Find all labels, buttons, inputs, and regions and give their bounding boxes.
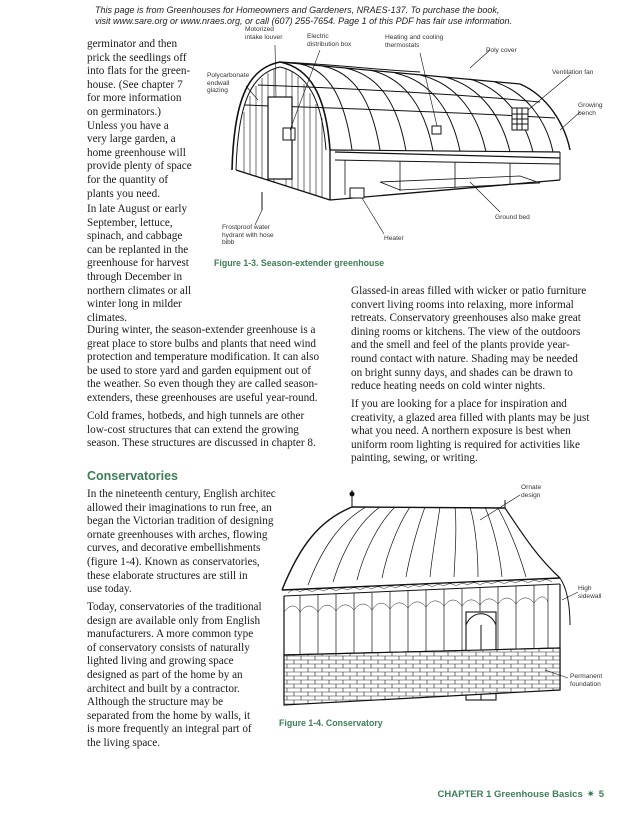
text-line: (figure 1-4). Known as conservatories,	[87, 555, 260, 568]
label-line: Electric	[307, 33, 329, 40]
notice-line: visit www.sare.org or www.nraes.org, or call (607) 255-7654. Page 1 of this PDF has fair use information.	[95, 16, 513, 26]
label-permanent-foundation	[570, 673, 602, 688]
text-line: home greenhouse will	[87, 146, 186, 159]
text-line: Glassed-in areas filled with wicker or patio furniture	[351, 285, 587, 297]
label-frostproof-hydrant	[222, 224, 274, 247]
text-line: Unless you have a	[87, 119, 169, 132]
text-line: of conservatory consists of naturally	[87, 641, 250, 654]
text-line: these elaborate structures are still in	[87, 569, 248, 582]
text-line: creativity, a glazed area filled with plants may be just	[351, 411, 590, 424]
text-line: provide plenty of space	[87, 160, 192, 173]
text-line: plants you need.	[87, 187, 161, 200]
text-line: painting, sewing, or writing.	[351, 452, 478, 465]
text-line: retreats. Conservatory greenhouses also make great	[351, 312, 581, 325]
text-line: convert living rooms into relaxing, more informal	[351, 298, 574, 311]
label-heating-cooling-thermostats	[385, 34, 443, 49]
label-ventilation-fan	[552, 69, 593, 77]
late-august-paragraph	[87, 203, 191, 325]
text-line: design are available only from English	[87, 614, 261, 627]
text-line: curves, and decorative embellishments	[87, 542, 261, 555]
text-line: low-cost structures that can extend the growing	[87, 423, 299, 436]
fair-use-notice	[95, 5, 535, 27]
text-line: lighted living and growing space	[87, 655, 234, 668]
text-line: ornate greenhouses with arches, flowing	[87, 528, 268, 541]
text-line: season. These structures are discussed in chapter 8.	[87, 437, 316, 450]
text-line: In the nineteenth century, English architec	[87, 488, 276, 500]
text-line: protection and temperature modification. It can also	[87, 351, 320, 364]
text-line: September, lettuce,	[87, 216, 173, 229]
label-growing-bench	[578, 102, 603, 117]
text-line: northern climates or all	[87, 284, 192, 297]
label-line: Poly cover	[486, 47, 517, 54]
label-line: Ventilation fan	[552, 69, 594, 76]
text-line: Cold frames, hotbeds, and high tunnels are other	[87, 410, 305, 422]
text-line: winter long in milder	[87, 298, 182, 311]
label-line: foundation	[570, 680, 601, 688]
winter-paragraph	[87, 324, 319, 406]
glassed-in-paragraph	[351, 285, 586, 394]
label-line: intake louver	[245, 33, 283, 41]
label-line: glazing	[207, 87, 228, 95]
text-line: spinach, and cabbage	[87, 230, 183, 243]
text-line: uniform room lighting is required for activities like	[351, 438, 580, 451]
text-line: very large garden, a	[87, 133, 176, 146]
label-line: Frostproof water	[222, 224, 271, 231]
text-line: separated from the home by walls, it	[87, 709, 251, 722]
nineteenth-century-paragraph	[87, 488, 276, 597]
label-line: thermostats	[385, 41, 420, 49]
text-line: can be replanted in the	[87, 243, 189, 256]
label-motorized-intake-louver	[245, 26, 282, 41]
label-line: Heating and cooling	[385, 34, 444, 41]
figure-1-3-caption: Figure 1-3. Season-extender greenhouse	[214, 258, 385, 268]
section-heading-conservatories: Conservatories	[87, 469, 179, 483]
chapter-title: CHAPTER 1 Greenhouse Basics	[437, 789, 583, 800]
label-line: High	[578, 585, 592, 592]
intro-paragraph	[87, 38, 192, 201]
text-line: round contact with nature. Shading may be needed	[351, 352, 578, 365]
label-line: Motorized	[245, 26, 274, 33]
text-line: great place to store bulbs and plants that need wind	[87, 337, 316, 350]
text-line: on germinators.)	[87, 105, 161, 118]
text-line: manufacturers. A more common type	[87, 628, 254, 641]
label-line: bench	[578, 109, 596, 117]
text-line: the weather. So even though they are called season-	[87, 378, 318, 391]
label-ornate-design	[521, 484, 541, 499]
text-line: is more frequently an integral part of	[87, 723, 252, 736]
label-line: Ornate	[521, 484, 542, 491]
text-line: architect and built by a contractor.	[87, 682, 240, 695]
label-poly-cover	[486, 47, 517, 55]
text-line: the living space.	[87, 736, 161, 749]
text-line: for the quantity of	[87, 173, 169, 186]
figure-1-4-caption: Figure 1-4. Conservatory	[279, 718, 383, 728]
text-line: prick the seedlings off	[87, 51, 187, 64]
label-line: hydrant with hose	[222, 231, 274, 239]
text-line: extenders, these greenhouses are useful year-round.	[87, 391, 318, 404]
label-electric-distribution-box	[307, 33, 351, 48]
label-line: distribution box	[307, 40, 352, 48]
text-line: allowed their imaginations to run free, an	[87, 501, 272, 514]
notice-line: This page is from Greenhouses for Homeowners and Gardeners, NRAES-137. To purchase the book,	[95, 5, 500, 15]
text-line: through December in	[87, 270, 183, 283]
text-line: use today.	[87, 583, 132, 596]
label-line: endwall	[207, 79, 230, 87]
text-line: germinator and then	[87, 38, 178, 50]
text-line: into flats for the green-	[87, 65, 191, 78]
page-footer	[438, 789, 604, 800]
star-separator-icon: ✷	[586, 789, 595, 800]
text-line: climates.	[87, 311, 128, 324]
cold-frames-paragraph	[87, 410, 316, 451]
label-line: bibb	[222, 239, 235, 247]
text-line: designed as part of the home by an	[87, 668, 243, 681]
text-line: greenhouse for harvest	[87, 257, 189, 270]
today-paragraph	[87, 601, 262, 751]
page-number: 5	[598, 789, 604, 800]
text-line: dining rooms or kitchens. The view of the outdoors	[351, 325, 581, 338]
text-line: Today, conservatories of the traditional	[87, 601, 262, 613]
inspiration-paragraph	[351, 398, 589, 466]
label-line: Heater	[384, 235, 404, 242]
text-line: on bright sunny days, and shades can be drawn to	[351, 366, 573, 379]
text-line: be used to store yard and garden equipment out of	[87, 364, 311, 377]
text-line: and the smell and feel of the plants provide year-	[351, 339, 570, 352]
label-polycarbonate-endwall	[207, 72, 249, 95]
text-line: began the Victorian tradition of designing	[87, 515, 274, 528]
text-line: In late August or early	[87, 203, 188, 215]
label-line: Permanent	[570, 673, 603, 680]
text-line: During winter, the season-extender greenhouse is a	[87, 324, 316, 336]
label-line: Growing	[578, 102, 603, 109]
label-line: Ground bed	[495, 214, 530, 221]
label-heater	[384, 235, 404, 243]
text-line: Although the structure may be	[87, 696, 224, 709]
label-ground-bed	[495, 214, 530, 222]
text-line: what you need. A northern exposure is best when	[351, 425, 571, 438]
label-line: design	[521, 491, 541, 499]
text-line: house. (See chapter 7	[87, 78, 183, 91]
label-line: Polycarbonate	[207, 72, 250, 79]
text-line: for more information	[87, 92, 182, 105]
text-line: If you are looking for a place for inspiration and	[351, 398, 567, 410]
text-line: reduce heating needs on cold winter nights.	[351, 380, 546, 393]
label-line: sidewall	[578, 592, 602, 600]
label-high-sidewall	[578, 585, 601, 600]
